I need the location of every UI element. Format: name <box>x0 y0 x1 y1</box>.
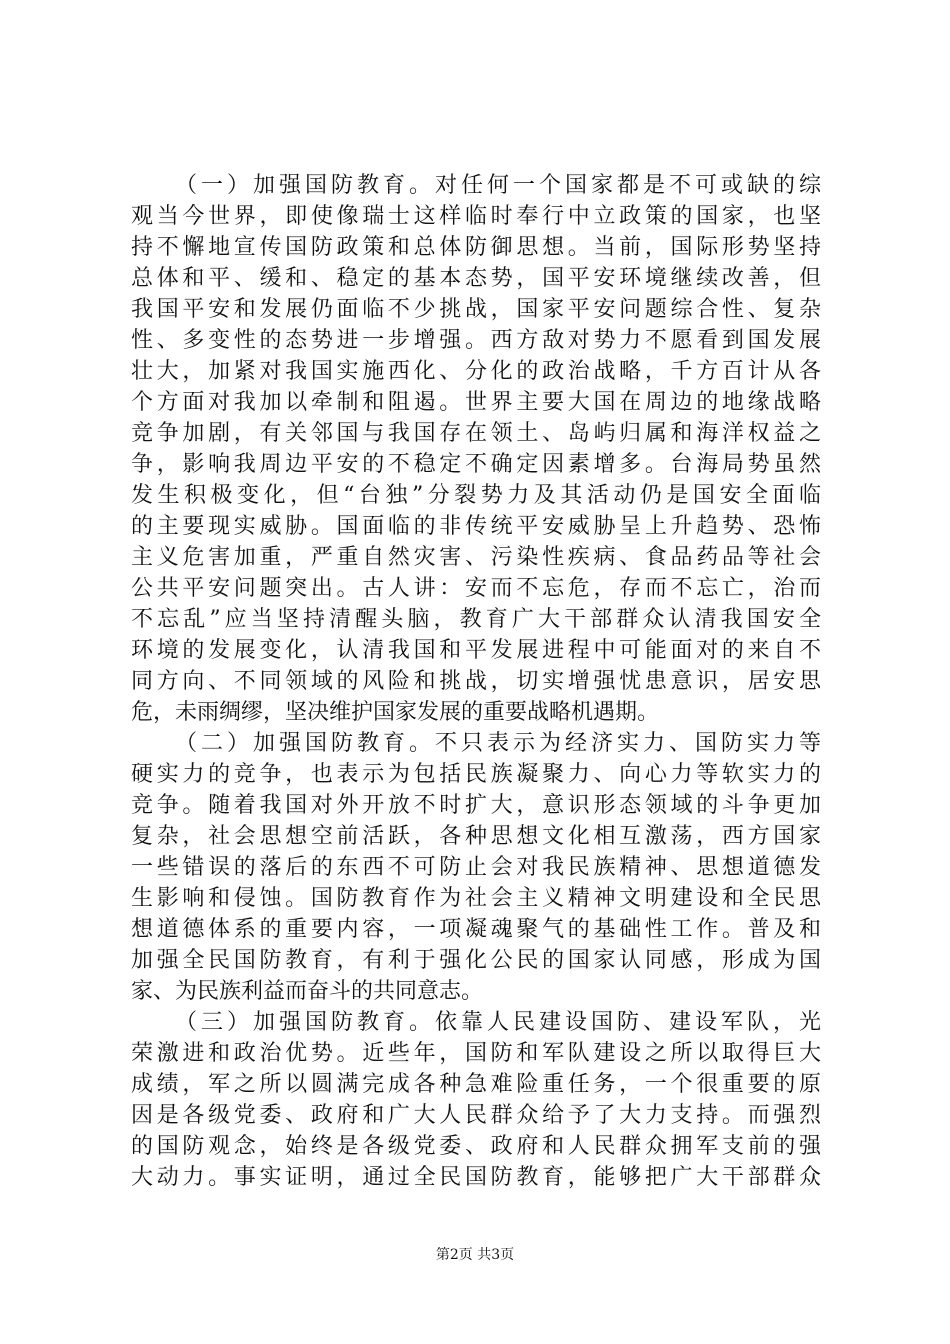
text-line: 壮大，加紧对我国实施西化、分化的政治战略，千方百计从各 <box>131 359 821 384</box>
text-line: 观当今世界，即使像瑞士这样临时奉行中立政策的国家，也坚 <box>131 204 821 229</box>
text-line: 争，影响我周边平安的不稳定不确定因素增多。台海局势虽然 <box>131 452 821 477</box>
text-line: 我国平安和发展仍面临不少挑战，国家平安问题综合性、复杂 <box>131 297 821 322</box>
text-line: 危，未雨绸缪，坚决维护国家发展的重要战略机遇期。 <box>131 700 660 725</box>
text-line: 不忘乱”应当坚持清醒头脑，教育广大干部群众认清我国安全 <box>131 607 821 632</box>
text-line: 的主要现实威胁。国面临的非传统平安威胁呈上升趋势、恐怖 <box>131 514 821 539</box>
text-line: 持不懈地宣传国防政策和总体防御思想。当前，国际形势坚持 <box>131 235 821 260</box>
text-line: （一）加强国防教育。对任何一个国家都是不可或缺的综 <box>175 173 821 198</box>
text-line: 大动力。事实证明，通过全民国防教育，能够把广大干部群众 <box>131 1165 821 1190</box>
text-line: 荣激进和政治优势。近些年，国防和军队建设之所以取得巨大 <box>131 1041 821 1066</box>
text-line: 发生积极变化，但“台独”分裂势力及其活动仍是国安全面临 <box>131 483 821 508</box>
paragraph-3 <box>131 1007 821 1193</box>
text-line: 硬实力的竞争，也表示为包括民族凝聚力、向心力等软实力的 <box>131 762 821 787</box>
text-line: 的国防观念，始终是各级党委、政府和人民群众拥军支前的强 <box>131 1134 821 1159</box>
text-line: 生影响和侵蚀。国防教育作为社会主义精神文明建设和全民思 <box>131 886 821 911</box>
page-footer: 第2页 共3页 <box>435 1247 515 1263</box>
text-line: 想道德体系的重要内容，一项凝魂聚气的基础性工作。普及和 <box>131 917 821 942</box>
text-line: 性、多变性的态势进一步增强。西方敌对势力不愿看到国发展 <box>131 328 821 353</box>
text-line: （三）加强国防教育。依靠人民建设国防、建设军队，光 <box>175 1010 821 1035</box>
text-line: 一些错误的落后的东西不可防止会对我民族精神、思想道德发 <box>131 855 821 880</box>
paragraph-1 <box>131 170 821 728</box>
text-line: 竞争。随着我国对外开放不时扩大，意识形态领域的斗争更加 <box>131 793 821 818</box>
text-line: 加强全民国防教育，有利于强化公民的国家认同感，形成为国 <box>131 948 821 973</box>
text-line: 主义危害加重，严重自然灾害、污染性疾病、食品药品等社会 <box>131 545 821 570</box>
paragraph-2 <box>131 728 821 1007</box>
text-line: 环境的发展变化，认清我国和平发展进程中可能面对的来自不 <box>131 638 821 663</box>
text-line: 总体和平、缓和、稳定的基本态势，国平安环境继续改善，但 <box>131 266 821 291</box>
text-line: 公共平安问题突出。古人讲：安而不忘危，存而不忘亡，治而 <box>131 576 821 601</box>
text-line: 同方向、不同领域的风险和挑战，切实增强忧患意识，居安思 <box>131 669 821 694</box>
text-line: 成绩，军之所以圆满完成各种急难险重任务，一个很重要的原 <box>131 1072 821 1097</box>
text-line: 复杂，社会思想空前活跃，各种思想文化相互激荡，西方国家 <box>131 824 821 849</box>
text-line: 因是各级党委、政府和广大人民群众给予了大力支持。而强烈 <box>131 1103 821 1128</box>
text-line: （二）加强国防教育。不只表示为经济实力、国防实力等 <box>175 731 821 756</box>
text-line: 家、为民族利益而奋斗的共同意志。 <box>131 979 484 1004</box>
text-line: 个方面对我加以牵制和阻遏。世界主要大国在周边的地缘战略 <box>131 390 821 415</box>
document-body <box>131 170 821 1193</box>
text-line: 竞争加剧，有关邻国与我国存在领土、岛屿归属和海洋权益之 <box>131 421 821 446</box>
